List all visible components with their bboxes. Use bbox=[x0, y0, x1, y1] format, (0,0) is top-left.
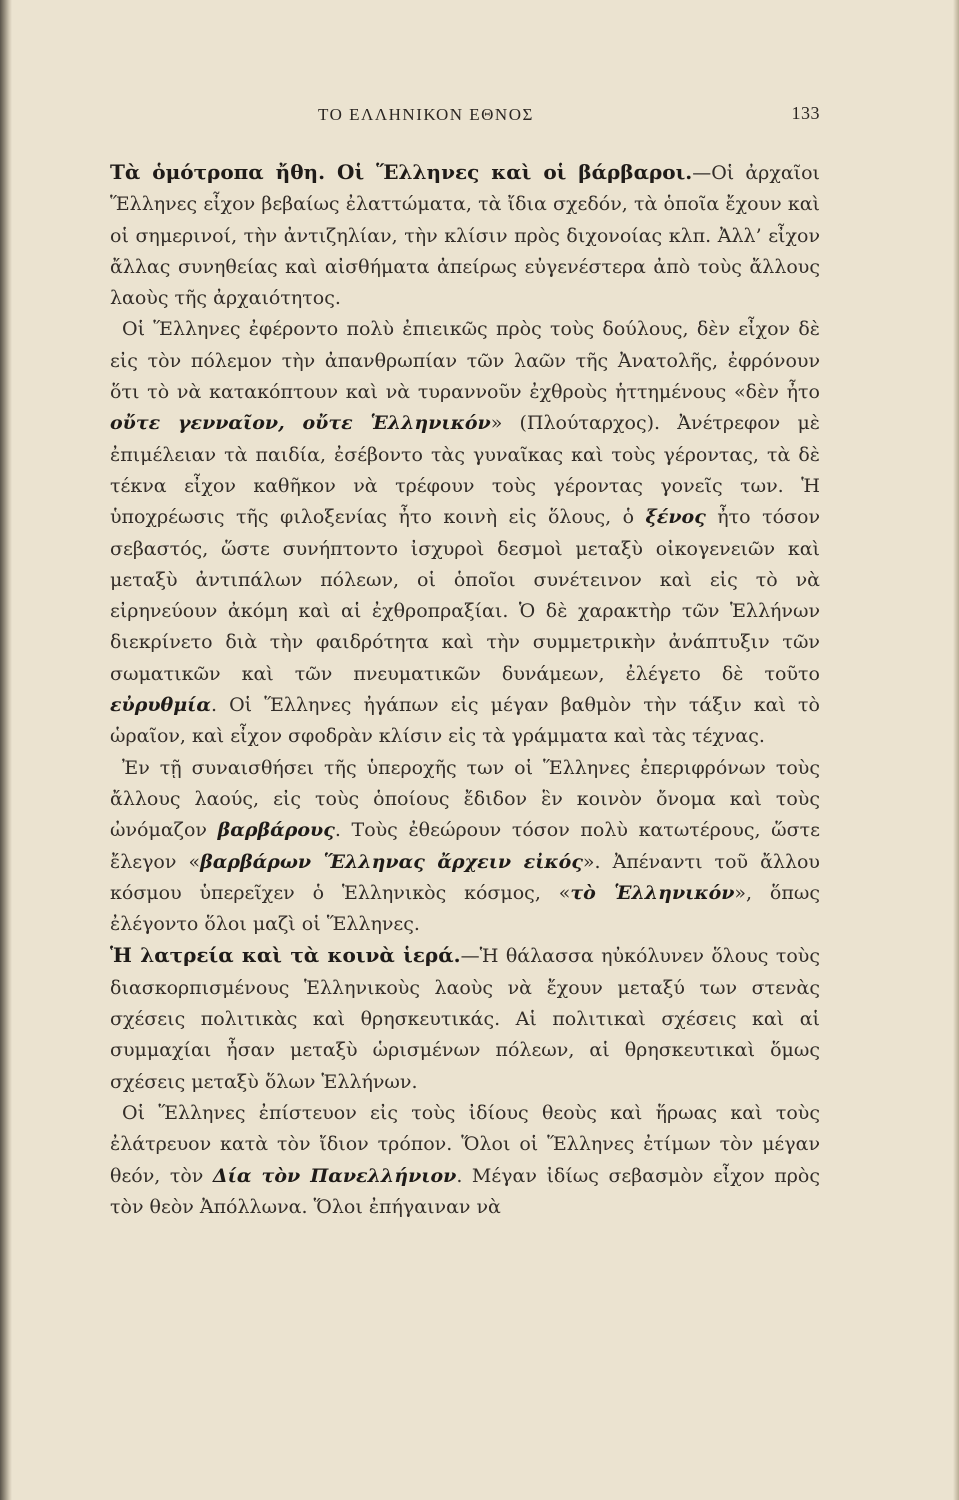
section-paragraph-lead bbox=[110, 157, 820, 314]
emphasis-text: βαρβάρους bbox=[217, 819, 335, 842]
text-run: —Ἡ θάλασσα ηὐκόλυνεν ὅλους τοὺς διασκορπισμένους Ἑλληνικοὺς λαοὺς νὰ ἔχουν μεταξύ των στενὰς σχέσεις πολιτικὰς καὶ θρησκευτικάς. Αἱ πολιτικαὶ σχέσεις καὶ αἱ συμμαχίαι ἦσαν μεταξὺ ὡρισμένων πόλεων, αἱ θρησκευτικαὶ ὅμως σχέσεις μεταξὺ ὅλων Ἑλλήνων. bbox=[110, 945, 820, 1093]
page-edge bbox=[953, 0, 959, 1500]
text-run: . Τοὺς ἐθεώρουν τόσον πολὺ κατωτέρους, ὥστε ἔλεγον « bbox=[110, 819, 820, 873]
emphasis-text: εὐρυθμία bbox=[110, 694, 211, 717]
text-run: Οἱ Ἕλληνες ἐφέροντο πολὺ ἐπιεικῶς πρὸς τοὺς δούλους, δὲν εἶχον δὲ εἰς τὸν πόλεμον τὴν ἀπανθρωπίαν τῶν λαῶν τῆς Ἀνατολῆς, ἐφρόνουν ὅτι τὸ νὰ κατακόπτουν καὶ νὰ τυραννοῦν ἐχθροὺς ἡττημένους «δὲν ἦτο bbox=[110, 318, 820, 404]
text-run: . Οἱ Ἕλληνες ἠγάπων εἰς μέγαν βαθμὸν τὴν τάξιν καὶ τὸ ὡραῖον, καὶ εἶχον σφοδρὰν κλίσιν εἰς τὰ γράμματα καὶ τὰς τέχνας. bbox=[110, 694, 820, 748]
text-run: » (Πλούταρχος). Ἀνέτρεφον μὲ ἐπιμέλειαν τὰ παιδία, ἐσέβοντο τὰς γυναῖκας καὶ τοὺς γέροντας, τὰ δὲ τέκνα εἶχον καθῆκον νὰ τρέφουν τοὺς γέροντας γονεῖς των. Ἡ ὑποχρέωσις τῆς φιλοξενίας ἦτο κοινὴ εἰς ὅλους, ὁ bbox=[110, 412, 820, 529]
emphasis-text: βαρβάρων Ἕλληνας ἄρχειν εἰκός bbox=[200, 850, 583, 873]
emphasis-text: τὸ Ἑλληνικόν bbox=[570, 881, 735, 904]
text-run: . Μέγαν ἰδίως σεβασμὸν εἶχον πρὸς τὸν θεὸν Ἀπόλλωνα. Ὅλοι ἐπήγαιναν νὰ bbox=[110, 1164, 820, 1218]
emphasis-text: οὔτε γενναῖον, οὔτε Ἑλληνικόν bbox=[110, 412, 491, 435]
text-run: ἦτο τόσον σεβαστός, ὥστε συνήπτοντο ἰσχυροὶ δεσμοὶ μεταξὺ οἰκογενειῶν καὶ μεταξὺ ἀντιπάλων πόλεων, οἱ ὁποῖοι συνέτεινον καὶ εἰς τὸ νὰ εἰρηνεύουν ἀκόμη καὶ αἱ ἐχθροπραξίαι. Ὁ δὲ χαρακτὴρ τῶν Ἑλλήνων διεκρίνετο διὰ τὴν φαιδρότητα καὶ τὴν συμμετρικὴν ἀνάπτυξιν τῶν σωματικῶν καὶ τῶν πνευματικῶν δυνάμεων, ἐλέγετο δὲ τοῦτο bbox=[110, 506, 820, 685]
paragraph bbox=[110, 753, 820, 941]
body-text bbox=[110, 157, 820, 1223]
section-heading: Ἡ λατρεία καὶ τὰ κοινὰ ἱερά. bbox=[110, 943, 461, 968]
section-heading: Τὰ ὁμότροπα ἤθη. Οἱ Ἕλληνες καὶ οἱ βάρβαροι. bbox=[110, 160, 693, 184]
section-paragraph-lead bbox=[110, 940, 820, 1097]
text-run: Οἱ Ἕλληνες ἐπίστευον εἰς τοὺς ἰδίους θεοὺς καὶ ἥρωας καὶ τοὺς ἐλάτρευον κατὰ τὸν ἴδιον τρόπον. Ὅλοι οἱ Ἕλληνες ἐτίμων τὸν μέγαν θεόν, τὸν bbox=[110, 1101, 820, 1187]
binding-edge bbox=[0, 0, 12, 1500]
paragraph bbox=[110, 314, 820, 752]
text-run: Ἐν τῇ συναισθήσει τῆς ὑπεροχῆς των οἱ Ἕλληνες ἐπεριφρόνων τοὺς ἄλλους λαούς, εἰς τοὺς ὁποίους ἔδιδον ἓν κοινὸν ὄνομα καὶ τοὺς ὠνόμαζον bbox=[110, 756, 820, 842]
emphasis-text: Δία τὸν Πανελλήνιον bbox=[212, 1164, 457, 1187]
running-title: ΤΟ ΕΛΛΗΝΙΚΟΝ ΕΘΝΟΣ bbox=[318, 105, 534, 124]
paragraph bbox=[110, 1098, 820, 1223]
text-run: », ὅπως ἐλέγοντο ὅλοι μαζὶ οἱ Ἕλληνες. bbox=[110, 881, 820, 936]
running-head bbox=[110, 95, 820, 129]
text-run: ». Ἀπέναντι τοῦ ἄλλου κόσμου ὑπερεῖχεν ὁ Ἑλληνικὸς κόσμος, « bbox=[110, 850, 820, 904]
emphasis-text: ξένος bbox=[645, 506, 706, 529]
text-run: —Οἱ ἀρχαῖοι Ἕλληνες εἶχον βεβαίως ἐλαττώματα, τὰ ἴδια σχεδόν, τὰ ὁποῖα ἔχουν καὶ οἱ σημερινοί, τὴν ἀντιζηλίαν, τὴν κλίσιν πρὸς διχονοίας κλπ. Ἀλλ’ εἶχον ἄλλας συνηθείας καὶ αἰσθήματα ἀπείρως εὐγενέστερα ἀπὸ τοὺς ἄλλους λαοὺς τῆς ἀρχαιότητος. bbox=[110, 162, 820, 310]
book-page bbox=[110, 95, 820, 1223]
page-number: 133 bbox=[791, 103, 820, 123]
